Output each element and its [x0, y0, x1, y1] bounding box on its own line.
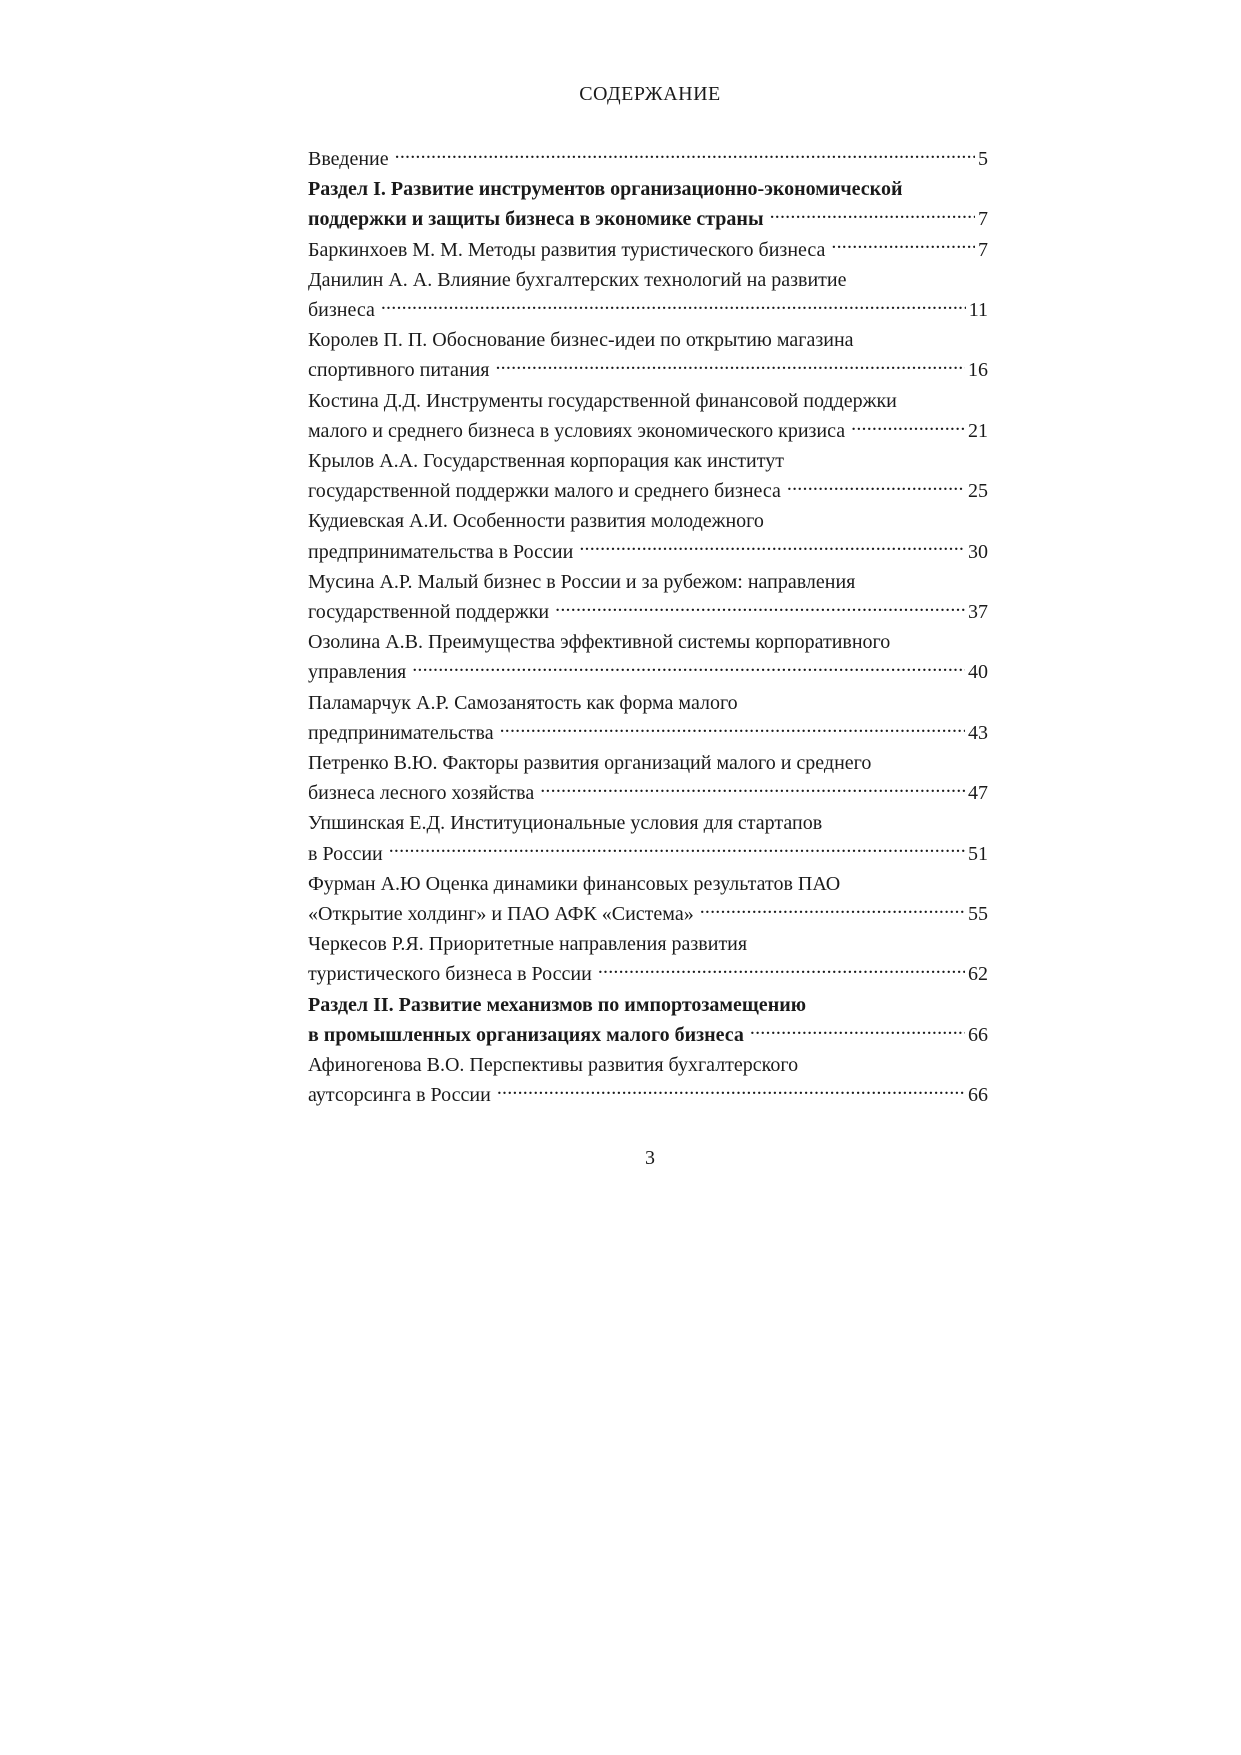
toc-entry — [308, 174, 988, 234]
toc-entry-title: туристического бизнеса в России — [308, 963, 592, 986]
toc-entry-page-number: 30 — [968, 540, 988, 563]
toc-entry-title-line: Упшинская Е.Д. Институциональные условия для стартапов — [308, 812, 823, 835]
toc-entry-title: малого и среднего бизнеса в условиях экономического кризиса — [308, 419, 846, 442]
toc-entry-title: поддержки и защиты бизнеса в экономике страны — [308, 208, 764, 231]
dot-leader — [598, 960, 965, 980]
toc-entry-title: «Открытие холдинг» и ПАО АФК «Система» — [308, 903, 694, 926]
dot-leader — [540, 779, 965, 799]
toc-entry-title-line: Раздел I. Развитие инструментов организационно-экономической — [308, 178, 903, 201]
toc-entry-title: аутсорсинга в России — [308, 1084, 491, 1107]
toc-entry-last-line — [308, 295, 988, 325]
dot-leader — [555, 598, 965, 618]
toc-entry-page-number: 66 — [968, 1023, 988, 1046]
toc-entry — [308, 990, 988, 1050]
toc-entry-title: спортивного питания — [308, 359, 490, 382]
toc-entry-last-line — [308, 416, 988, 446]
toc-entry — [308, 325, 988, 385]
toc-entry-last-line — [308, 204, 988, 234]
toc-entry-title-line: Крылов А.А. Государственная корпорация как институт — [308, 450, 784, 473]
toc-entry-last-line — [308, 839, 988, 869]
toc-entry-last-line — [308, 235, 988, 265]
toc-entry-page-number: 5 — [978, 148, 988, 170]
toc-entry-last-line — [308, 1020, 988, 1050]
toc-entry — [308, 688, 988, 748]
toc-entry-title: управления — [308, 661, 407, 684]
toc-entry-last-line — [308, 778, 988, 808]
page-number: 3 — [645, 1147, 655, 1169]
toc-entry-title-line: Фурман А.Ю Оценка динамики финансовых результатов ПАО — [308, 872, 841, 895]
toc-entry-title: предпринимательства в России — [308, 540, 574, 563]
toc-entry-title: предпринимательства — [308, 721, 494, 744]
toc-entry-page-number: 16 — [968, 359, 988, 382]
toc-entry-title-line: Озолина А.В. Преимущества эффективной системы корпоративного — [308, 631, 891, 654]
toc-entry — [308, 1050, 988, 1110]
toc-entry-page-number: 62 — [968, 963, 988, 986]
toc-entry-last-line — [308, 476, 988, 506]
toc-entry-page-number: 40 — [968, 661, 988, 684]
toc-entry — [308, 235, 988, 265]
toc-entry-title-line: Данилин А. А. Влияние бухгалтерских технологий на развитие — [308, 268, 847, 291]
dot-leader — [851, 417, 965, 437]
toc-entry — [308, 748, 988, 808]
toc-entry-title: государственной поддержки малого и среднего бизнеса — [308, 480, 781, 503]
dot-leader — [787, 477, 965, 497]
toc-entry-title-line: Мусина А.Р. Малый бизнес в России и за рубежом: направления — [308, 570, 856, 593]
toc-entry-last-line — [308, 144, 988, 174]
dot-leader — [381, 296, 966, 316]
dot-leader — [750, 1021, 965, 1041]
toc-entry-title-line: Королев П. П. Обоснование бизнес-идеи по открытию магазина — [308, 329, 854, 352]
toc-entry-page-number: 55 — [968, 903, 988, 926]
toc-entry — [308, 627, 988, 687]
toc-entry-title-line: Петренко В.Ю. Факторы развития организаций малого и среднего — [308, 752, 872, 775]
toc-entry-page-number: 66 — [968, 1084, 988, 1107]
toc-entry-page-number: 7 — [978, 208, 988, 231]
toc-entry-last-line — [308, 657, 988, 687]
toc-entry-title-line: Черкесов Р.Я. Приоритетные направления развития — [308, 933, 748, 956]
toc-entry-page-number: 37 — [968, 601, 988, 624]
dot-leader — [831, 236, 975, 256]
toc-entry-last-line — [308, 718, 988, 748]
toc-entry-title: в России — [308, 842, 383, 865]
toc-entry-last-line — [308, 1080, 988, 1110]
dot-leader — [495, 356, 965, 376]
toc-entry-title: Баркинхоев М. М. Методы развития туристического бизнеса — [308, 238, 826, 261]
toc-entry — [308, 446, 988, 506]
toc-entry — [308, 386, 988, 446]
dot-leader — [700, 900, 965, 920]
toc-entry-title: государственной поддержки — [308, 601, 550, 624]
toc-entry-title: бизнеса лесного хозяйства — [308, 782, 535, 805]
toc-entry-title-line: Костина Д.Д. Инструменты государственной финансовой поддержки — [308, 389, 897, 412]
toc-entry-page-number: 7 — [978, 238, 988, 261]
toc-entry-last-line — [308, 597, 988, 627]
toc-entry-title: в промышленных организациях малого бизнеса — [308, 1023, 744, 1046]
toc-entry-last-line — [308, 355, 988, 385]
table-of-contents — [308, 144, 988, 1111]
toc-entry-title-line: Паламарчук А.Р. Самозанятость как форма малого — [308, 691, 738, 714]
toc-entry-page-number: 47 — [968, 782, 988, 805]
toc-entry-last-line — [308, 899, 988, 929]
toc-entry-title-line: Афиногенова В.О. Перспективы развития бухгалтерского — [308, 1054, 799, 1077]
dot-leader — [497, 1081, 965, 1101]
dot-leader — [412, 658, 965, 678]
toc-entry-title-line: Кудиевская А.И. Особенности развития молодежного — [308, 510, 764, 533]
toc-entry — [308, 506, 988, 566]
toc-entry-page-number: 11 — [968, 299, 988, 322]
toc-entry-page-number: 25 — [968, 480, 988, 503]
toc-entry-last-line — [308, 537, 988, 567]
toc-entry — [308, 567, 988, 627]
toc-entry-page-number: 51 — [968, 842, 988, 865]
toc-entry-title: Введение — [308, 148, 389, 170]
dot-leader — [500, 719, 965, 739]
toc-entry-title: бизнеса — [308, 299, 375, 322]
toc-entry-title-line: Раздел II. Развитие механизмов по импортозамещению — [308, 993, 807, 1016]
toc-entry — [308, 929, 988, 989]
toc-entry — [308, 808, 988, 868]
dot-leader — [389, 840, 965, 860]
page-title: СОДЕРЖАНИЕ — [579, 83, 721, 105]
dot-leader — [395, 145, 975, 165]
toc-entry — [308, 144, 988, 174]
dot-leader — [579, 538, 965, 558]
toc-entry — [308, 869, 988, 929]
toc-entry-last-line — [308, 959, 988, 989]
toc-entry — [308, 265, 988, 325]
toc-entry-page-number: 43 — [968, 721, 988, 744]
dot-leader — [770, 205, 975, 225]
toc-entry-page-number: 21 — [968, 419, 988, 442]
